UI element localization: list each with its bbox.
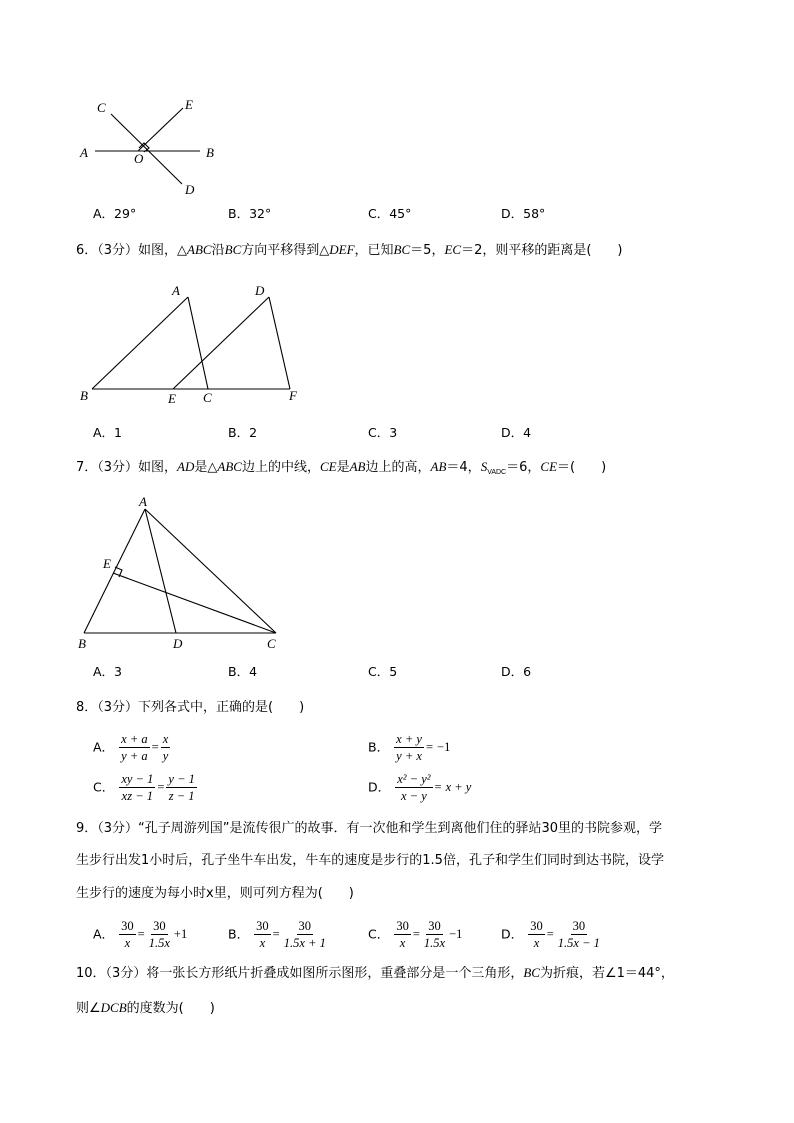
q10-line-2: 则∠DCB的度数为( ) <box>76 1000 215 1016</box>
q5-option-a[interactable]: A．29° <box>93 206 137 221</box>
q8-b-rhs: −1 <box>437 740 451 754</box>
q9-option-b[interactable]: B． $\frac{30}{x}$ = $\frac{30}{1.5x + 1}$ <box>228 919 326 950</box>
q8-option-d[interactable]: D． $\frac{\text{x² − y²}}{x - y}$ = x + y <box>368 772 472 803</box>
q5-option-c[interactable]: C．45° <box>368 206 412 221</box>
fig5-label-d: D <box>185 182 195 197</box>
q8-option-a[interactable]: A． $\frac{x + a}{y + a}$ = $\frac{x}{y}$ <box>93 732 169 763</box>
fig6-label-b: B <box>80 388 88 403</box>
q8-c-lhs: $\frac{xy - 1}{xz - 1}$ <box>121 772 154 803</box>
fig7-label-a: A <box>139 494 147 509</box>
fig6-label-d: D <box>255 283 265 298</box>
q10-line-1: 10．（3分）将一张长方形纸片折叠成如图所示图形，重叠部分是一个三角形，BC为折痕，若∠1＝44°， <box>76 965 674 981</box>
fig7-label-c: C <box>267 636 276 651</box>
q9-line-3: 生步行的速度为每小时x里，则可列方程为( ) <box>76 886 354 901</box>
q8-b-lhs: $\frac{x + y}{y + x}$ <box>396 732 422 763</box>
q6-option-b[interactable]: B．2 <box>228 425 258 440</box>
q9-a-lhs: $\frac{30}{x}$ <box>121 919 134 950</box>
q9-option-c[interactable]: C． $\frac{30}{x}$ = $\frac{30}{1.5x}$ −1 <box>368 919 463 950</box>
fig5-label-o: O <box>134 151 144 166</box>
fig5-label-b: B <box>206 145 214 160</box>
q9-line-1: 9．（3分）“孔子周游列国”是流传很广的故事．有一次他和学生到离他们住的驿站30里的书院参观，学 <box>76 821 663 836</box>
q8-b-label: B． <box>368 739 390 755</box>
q8-d-lhs: $\frac{\text{x² − y²}}{x - y}$ <box>397 772 431 803</box>
q9-d-rhs: $\frac{30}{1.5x - 1}$ <box>557 919 600 950</box>
q6-option-d[interactable]: D．4 <box>501 425 532 440</box>
q8-c-label: C． <box>93 779 115 795</box>
q9-option-a[interactable]: A． $\frac{30}{x}$ = $\frac{30}{1.5x}$ +1 <box>93 919 188 950</box>
q5-option-b[interactable]: B．32° <box>228 206 272 221</box>
q7-option-d[interactable]: D．6 <box>501 664 532 679</box>
q6-option-a[interactable]: A．1 <box>93 425 123 440</box>
q9-option-d[interactable]: D． $\frac{30}{x}$ = $\frac{30}{1.5x - 1}$ <box>501 919 600 950</box>
q9-b-label: B． <box>228 926 250 942</box>
q8-a-rhs: $\frac{x}{y}$ <box>162 732 169 763</box>
q6-stem: 6．（3分）如图，△ABC沿BC方向平移得到△DEF，已知BC＝5，EC＝2，则平移的距离是( ) <box>76 242 623 258</box>
q8-stem: 8．（3分）下列各式中，正确的是( ) <box>76 700 305 715</box>
fig6-label-a: A <box>172 283 180 298</box>
q7-option-a[interactable]: A．3 <box>93 664 123 679</box>
fig7-label-b: B <box>78 636 86 651</box>
fig7-label-d: D <box>173 636 183 651</box>
q8-a-lhs: $\frac{x + a}{y + a}$ <box>121 732 148 763</box>
q8-d-rhs: x + y <box>445 780 472 794</box>
q7-stem: 7．（3分）如图，AD是△ABC边上的中线，CE是AB边上的高，AB＝4，$S_{VADC}=6$，CE＝( ) <box>76 459 607 476</box>
q9-a-rhs: $\frac{30}{1.5x}$ <box>148 919 170 950</box>
fig5-label-e: E <box>185 97 193 112</box>
q8-c-rhs: $\frac{y - 1}{z - 1}$ <box>168 772 195 803</box>
q7-option-c[interactable]: C．5 <box>368 664 398 679</box>
q8-a-label: A． <box>93 739 115 755</box>
q8-d-label: D． <box>368 779 391 795</box>
q9-c-label: C． <box>368 926 390 942</box>
q9-c-tail: −1 <box>449 927 463 941</box>
q9-c-rhs: $\frac{30}{1.5x}$ <box>423 919 446 950</box>
fig6-label-f: F <box>289 388 297 403</box>
q8-option-c[interactable]: C． $\frac{xy - 1}{xz - 1}$ = $\frac{y - 1}{z - 1}$ <box>93 772 195 803</box>
q9-a-tail: +1 <box>173 927 188 941</box>
q9-a-label: A． <box>93 926 115 942</box>
q9-d-label: D． <box>501 926 524 942</box>
q6-option-c[interactable]: C．3 <box>368 425 398 440</box>
q7-option-b[interactable]: B．4 <box>228 664 258 679</box>
fig5-label-c: C <box>97 100 106 115</box>
fig5-label-a: A <box>80 145 88 160</box>
q9-d-lhs: $\frac{30}{x}$ <box>530 919 543 950</box>
fig6-label-c: C <box>203 390 212 405</box>
q9-c-lhs: $\frac{30}{x}$ <box>396 919 409 950</box>
fig6-label-e: E <box>168 391 176 406</box>
q9-b-lhs: $\frac{30}{x}$ <box>256 919 269 950</box>
fig7-label-e: E <box>103 556 111 571</box>
q9-b-rhs: $\frac{30}{1.5x + 1}$ <box>283 919 326 950</box>
q8-option-b[interactable]: B． $\frac{x + y}{y + x}$ = −1 <box>368 732 451 763</box>
q5-option-d[interactable]: D．58° <box>501 206 546 221</box>
q9-line-2: 生步行出发1小时后，孔子坐牛车出发，牛车的速度是步行的1.5倍，孔子和学生们同时到达书院，设学 <box>76 853 664 868</box>
